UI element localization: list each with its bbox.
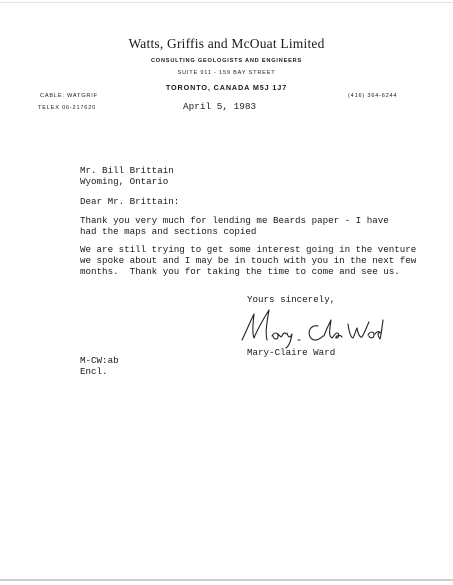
recipient-location: Wyoming, Ontario: [80, 176, 169, 187]
firm-address-city: TORONTO, CANADA M5J 1J7: [165, 83, 288, 92]
scan-edge-top: [0, 2, 453, 3]
firm-tagline: CONSULTING GEOLOGISTS AND ENGINEERS: [150, 58, 303, 64]
scan-edge-bottom: [0, 579, 453, 581]
salutation: Dear Mr. Brittain:: [80, 196, 180, 207]
firm-name: Watts, Griffis and McOuat Limited: [128, 36, 325, 51]
letter-date: April 5, 1983: [183, 101, 257, 112]
paragraph-1-line-2: had the maps and sections copied: [80, 226, 257, 237]
phone-number: (416) 364-6244: [348, 93, 398, 99]
paragraph-1-line-1: Thank you very much for lending me Beards paper - I have: [80, 215, 389, 226]
closing: Yours sincerely,: [247, 294, 336, 305]
paragraph-2-line-3: months. Thank you for taking the time to come and see us.: [80, 266, 400, 277]
reference-initials: M-CW:ab: [80, 355, 119, 366]
firm-address-suite: SUITE 911 - 159 BAY STREET: [177, 70, 276, 76]
paragraph-2-line-1: We are still trying to get some interest going in the venture: [80, 244, 417, 255]
handwritten-signature: [236, 306, 386, 350]
recipient-name: Mr. Bill Brittain: [80, 165, 174, 176]
telex-number: TELEX 06-217620: [38, 105, 97, 111]
enclosure-note: Encl.: [80, 366, 108, 377]
signer-name: Mary-Claire Ward: [247, 347, 336, 358]
cable-address: CABLE: WATGRIF: [40, 93, 98, 99]
paragraph-2-line-2: we spoke about and I may be in touch with you in the next few: [80, 255, 417, 266]
